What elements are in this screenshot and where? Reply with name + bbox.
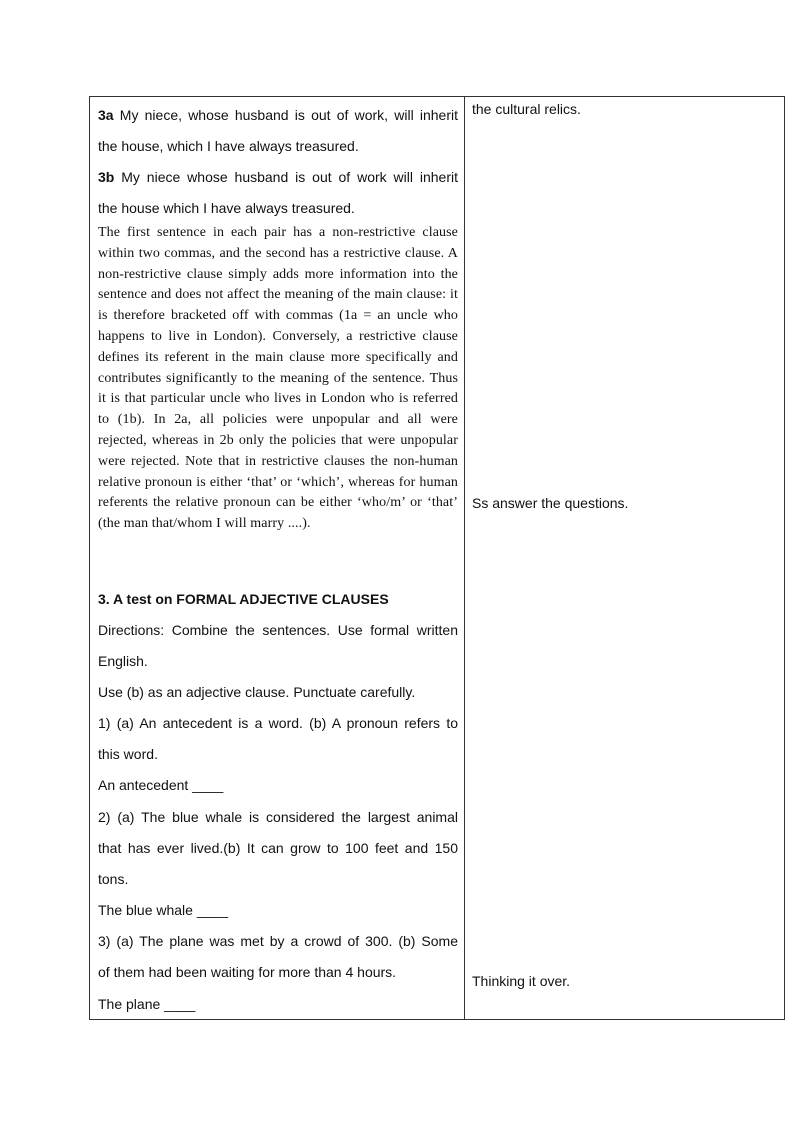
question-3-line1: 3) (a) The plane was met by a crowd of 300. (b) Some: [98, 933, 458, 949]
example-3b-text: My niece whose husband is out of work will inherit: [121, 169, 459, 185]
notes-column: [465, 97, 784, 1019]
question-2-line3: tons.: [98, 871, 129, 887]
note-cultural-relics: the cultural relics.: [472, 101, 581, 117]
directions-line3: Use (b) as an adjective clause. Punctuate carefully.: [98, 684, 416, 700]
question-2-line1: 2) (a) The blue whale is considered the largest animal: [98, 809, 458, 825]
example-3b-line2: the house which I have always treasured.: [98, 200, 355, 216]
lesson-table: [89, 96, 785, 1020]
content-column: [90, 97, 464, 1019]
question-1-line1: 1) (a) An antecedent is a word. (b) A pronoun refers to: [98, 715, 458, 731]
question-2-line2: that has ever lived.(b) It can grow to 100 feet and 150: [98, 840, 458, 856]
example-3a-label: 3a: [98, 107, 114, 123]
note-answer-questions: Ss answer the questions.: [472, 495, 629, 511]
example-3a-line1: [98, 100, 458, 131]
example-3b-label: 3b: [98, 169, 115, 185]
question-1-line2: this word.: [98, 746, 158, 762]
question-3-line2: of them had been waiting for more than 4 hours.: [98, 964, 397, 980]
directions-line2: English.: [98, 653, 148, 669]
test-heading: 3. A test on FORMAL ADJECTIVE CLAUSES: [98, 591, 389, 607]
question-3-answer: The plane ____: [98, 996, 196, 1012]
question-2-answer: The blue whale ____: [98, 902, 228, 918]
question-1-answer: An antecedent ____: [98, 777, 224, 793]
note-thinking-it-over: Thinking it over.: [472, 973, 571, 989]
example-3a-text: My niece, whose husband is out of work, will inherit: [119, 107, 459, 123]
explanation-paragraph: The first sentence in each pair has a non-restrictive clause within two commas, and the second has a restrictive clause. A non-restrictive clause simply adds more information into the sentence and does not affect the meaning of the main clause: it is therefore bracketed off with commas (1a = an uncle who happens to live in London). Conversely, a restrictive clause defines its referent in the main clause more specifically and contributes significantly to the meaning of the sentence. Thus it is that particular uncle who lives in London who is referred to (1b). In 2a, all policies were unpopular and all were rejected, whereas in 2b only the policies that were unpopular were rejected. Note that in restrictive clauses the non-human relative pronoun is either ‘that’ or ‘which’, whereas for human referents the relative pronoun can be either ‘who/m’ or ‘that’ (the man that/whom I will marry ....).: [98, 225, 458, 532]
example-3a-line2: the house, which I have always treasured.: [98, 138, 359, 154]
example-3b-line1: [98, 162, 458, 193]
directions-line1: Directions: Combine the sentences. Use formal written: [98, 622, 458, 638]
